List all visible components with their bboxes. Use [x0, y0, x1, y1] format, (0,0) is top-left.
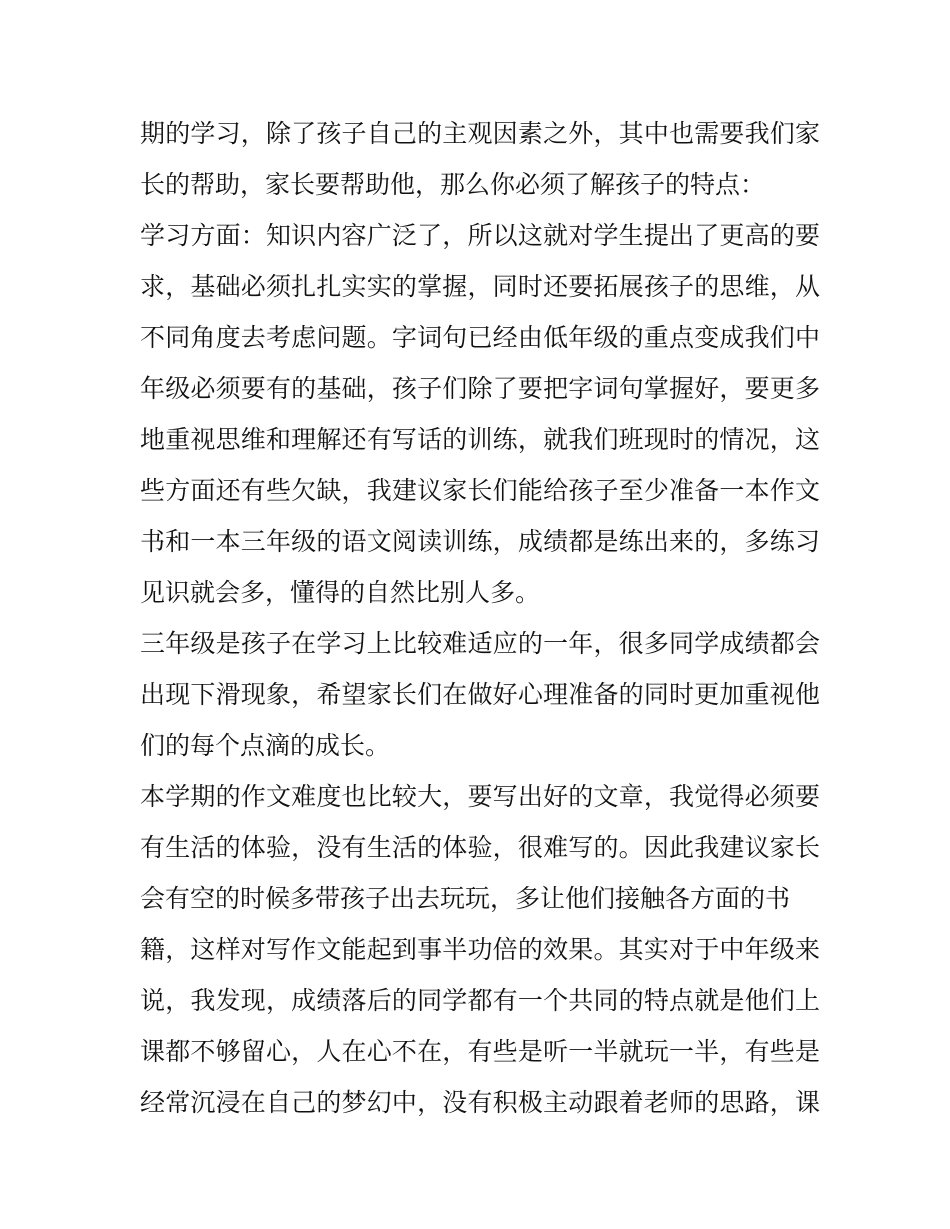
text-line-8: 些方面还有些欠缺，我建议家长们能给孩子至少准备一本作文	[140, 476, 820, 505]
text-line-16: 会有空的时候多带孩子出去玩玩，多让他们接触各方面的书	[140, 884, 791, 913]
text-line-15: 有生活的体验，没有生活的体验，很难写的。因此我建议家长	[140, 833, 820, 862]
text-line-20: 经常沉浸在自己的梦幻中，没有积极主动跟着老师的思路，课	[140, 1088, 820, 1117]
text-line-12: 出现下滑现象，希望家长们在做好心理准备的同时更加重视他	[140, 680, 820, 709]
text-line-2: 长的帮助，家长要帮助他，那么你必须了解孩子的特点：	[140, 170, 766, 199]
text-line-14: 本学期的作文难度也比较大，要写出好的文章，我觉得必须要	[140, 782, 820, 811]
text-line-3: 学习方面：知识内容广泛了，所以这就对学生提出了更高的要	[140, 221, 820, 250]
text-line-10: 见识就会多，懂得的自然比别人多。	[140, 578, 541, 607]
text-line-13: 们的每个点滴的成长。	[140, 731, 391, 760]
text-line-1: 期的学习，除了孩子自己的主观因素之外，其中也需要我们家	[140, 119, 820, 148]
text-line-7: 地重视思维和理解还有写话的训练，就我们班现时的情况，这	[140, 425, 820, 454]
document-body	[140, 108, 820, 1128]
text-line-19: 课都不够留心，人在心不在，有些是听一半就玩一半，有些是	[140, 1037, 820, 1066]
text-line-11: 三年级是孩子在学习上比较难适应的一年，很多同学成绩都会	[140, 629, 820, 658]
text-line-18: 说，我发现，成绩落后的同学都有一个共同的特点就是他们上	[140, 986, 820, 1015]
text-line-4: 求，基础必须扎扎实实的掌握，同时还要拓展孩子的思维，从	[140, 272, 820, 301]
text-line-9: 书和一本三年级的语文阅读训练，成绩都是练出来的，多练习	[140, 527, 820, 556]
text-line-5: 不同角度去考虑问题。字词句已经由低年级的重点变成我们中	[140, 323, 820, 352]
text-line-6: 年级必须要有的基础，孩子们除了要把字词句掌握好，要更多	[140, 374, 820, 403]
text-line-17: 籍，这样对写作文能起到事半功倍的效果。其实对于中年级来	[140, 935, 820, 964]
